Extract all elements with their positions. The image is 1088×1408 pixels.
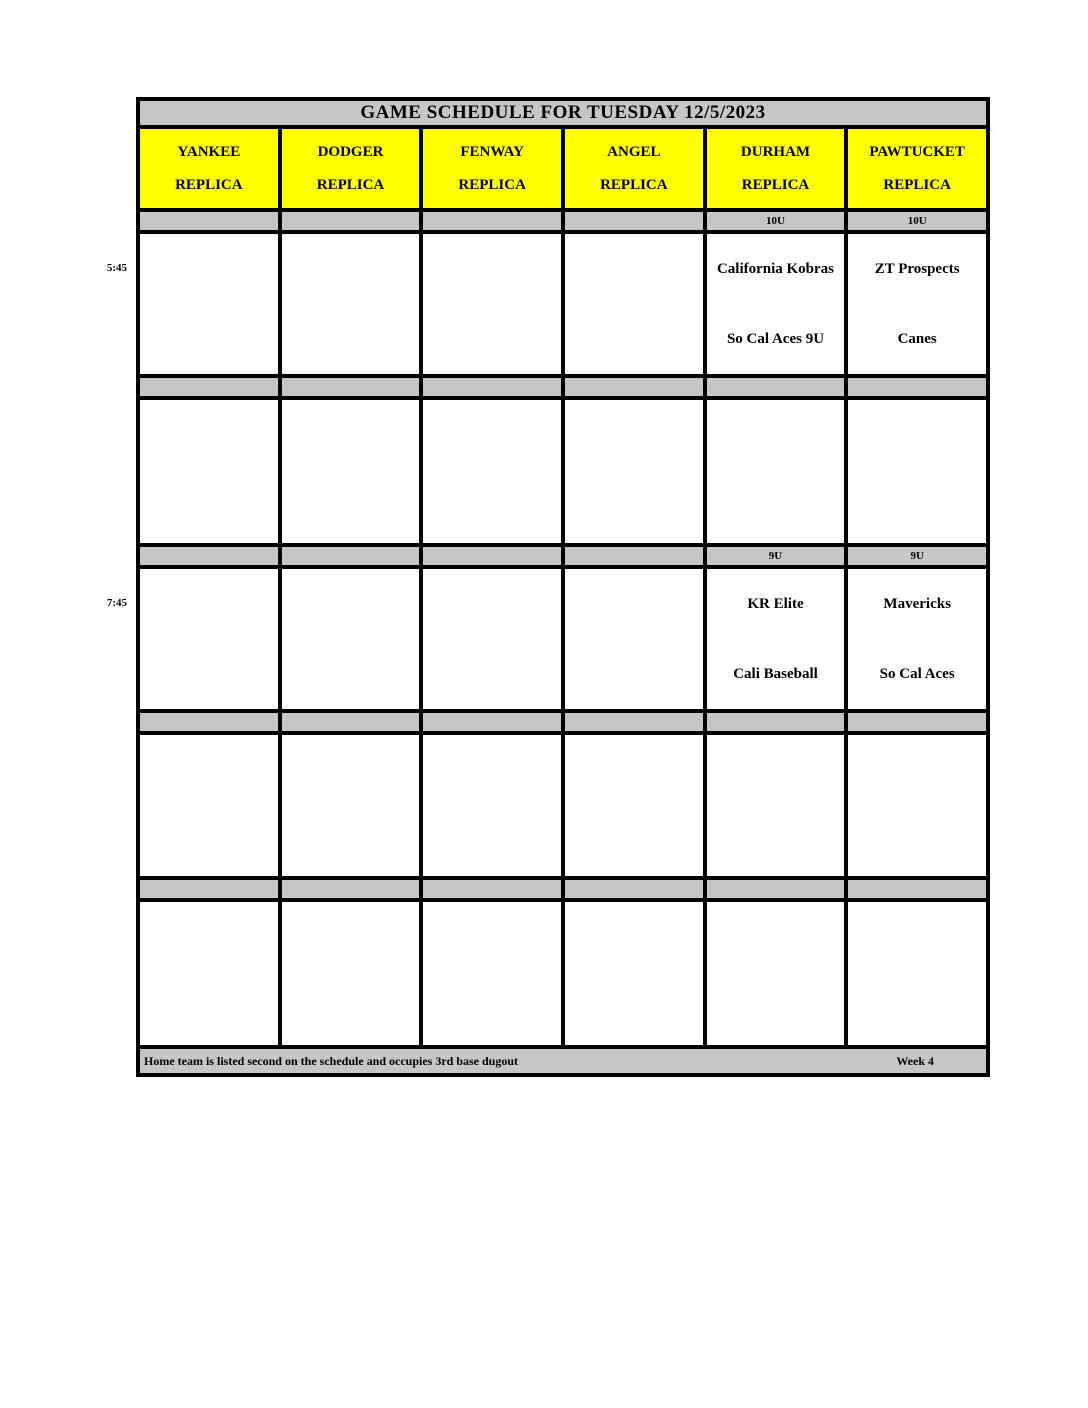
age-band-cell [140, 212, 278, 230]
game-cell [140, 234, 278, 374]
time-label-745: 7:45 [106, 597, 127, 609]
game-cell [282, 569, 420, 709]
age-band-cell [848, 713, 986, 731]
game-cell-durham-545 [707, 234, 845, 374]
away-team: KR Elite [747, 595, 804, 612]
schedule-title: GAME SCHEDULE FOR TUESDAY 12/5/2023 [140, 101, 986, 125]
game-cell [282, 902, 420, 1045]
game-cell [282, 400, 420, 543]
game-cell [707, 400, 845, 543]
age-band-cell [423, 880, 561, 898]
game-cell [140, 569, 278, 709]
home-team: Cali Baseball [733, 665, 818, 682]
field-sub: REPLICA [458, 176, 526, 193]
game-cell [423, 902, 561, 1045]
field-header-yankee [140, 129, 278, 208]
away-team: California Kobras [716, 260, 835, 277]
away-team: ZT Prospects [874, 260, 960, 277]
age-band-cell [140, 547, 278, 565]
game-cell [282, 735, 420, 876]
game-cell [707, 735, 845, 876]
game-cell-pawtucket-545 [848, 234, 986, 374]
home-team: So Cal Aces 9U [726, 330, 825, 347]
game-cell [848, 902, 986, 1045]
game-cell [140, 400, 278, 543]
field-header-angel [565, 129, 703, 208]
game-cell [140, 902, 278, 1045]
game-cell [848, 735, 986, 876]
age-band-cell [140, 378, 278, 396]
age-band-cell [848, 378, 986, 396]
age-band-cell [423, 713, 561, 731]
age-band-cell [140, 713, 278, 731]
age-band-cell [707, 880, 845, 898]
age-band-cell [423, 378, 561, 396]
field-sub: REPLICA [600, 176, 668, 193]
age-band-cell [282, 880, 420, 898]
age-band-cell [707, 713, 845, 731]
age-band-cell [282, 713, 420, 731]
home-team: Canes [897, 330, 937, 347]
age-band-cell-pawtucket-10u: 10U [848, 212, 986, 230]
time-label-545: 5:45 [106, 262, 127, 274]
schedule-table [136, 97, 990, 1077]
field-header-durham [707, 129, 845, 208]
age-band-cell [423, 212, 561, 230]
age-band-cell [282, 212, 420, 230]
field-name: DODGER [317, 143, 384, 160]
field-sub: REPLICA [741, 176, 810, 193]
game-cell [565, 735, 703, 876]
field-name: PAWTUCKET [869, 143, 965, 160]
game-cell [140, 735, 278, 876]
age-band-cell [565, 880, 703, 898]
age-band-cell [565, 547, 703, 565]
age-band-cell [707, 378, 845, 396]
age-band-cell-durham-10u: 10U [707, 212, 845, 230]
game-cell [565, 569, 703, 709]
footer-week-label: Week 4 [896, 1053, 934, 1068]
age-band-cell [423, 547, 561, 565]
footer-note: Home team is listed second on the schedule and occupies 3rd base dugout [144, 1053, 519, 1068]
game-cell [423, 735, 561, 876]
field-sub: REPLICA [175, 176, 243, 193]
field-name: ANGEL [607, 143, 661, 160]
field-header-dodger [282, 129, 420, 208]
field-sub: REPLICA [316, 176, 385, 193]
game-cell-durham-745 [707, 569, 845, 709]
age-band-cell [565, 713, 703, 731]
age-band-cell [565, 212, 703, 230]
field-header-fenway [423, 129, 561, 208]
game-cell [565, 234, 703, 374]
home-team: So Cal Aces [879, 665, 955, 682]
game-cell-pawtucket-745 [848, 569, 986, 709]
age-band-cell-pawtucket-9u: 9U [848, 547, 986, 565]
field-name: FENWAY [460, 143, 524, 160]
game-cell [282, 234, 420, 374]
field-name: YANKEE [177, 143, 241, 160]
age-band-cell [140, 880, 278, 898]
field-name: DURHAM [740, 143, 811, 160]
game-cell [565, 902, 703, 1045]
age-band-cell [565, 378, 703, 396]
field-header-pawtucket [848, 129, 986, 208]
game-cell [707, 902, 845, 1045]
game-cell [423, 234, 561, 374]
game-cell [848, 400, 986, 543]
game-cell [423, 400, 561, 543]
age-band-cell [282, 378, 420, 396]
field-sub: REPLICA [883, 176, 951, 193]
game-cell [423, 569, 561, 709]
away-team: Mavericks [883, 595, 951, 612]
age-band-cell-durham-9u: 9U [707, 547, 845, 565]
age-band-cell [282, 547, 420, 565]
game-cell [565, 400, 703, 543]
footer [140, 1049, 986, 1073]
age-band-cell [848, 880, 986, 898]
